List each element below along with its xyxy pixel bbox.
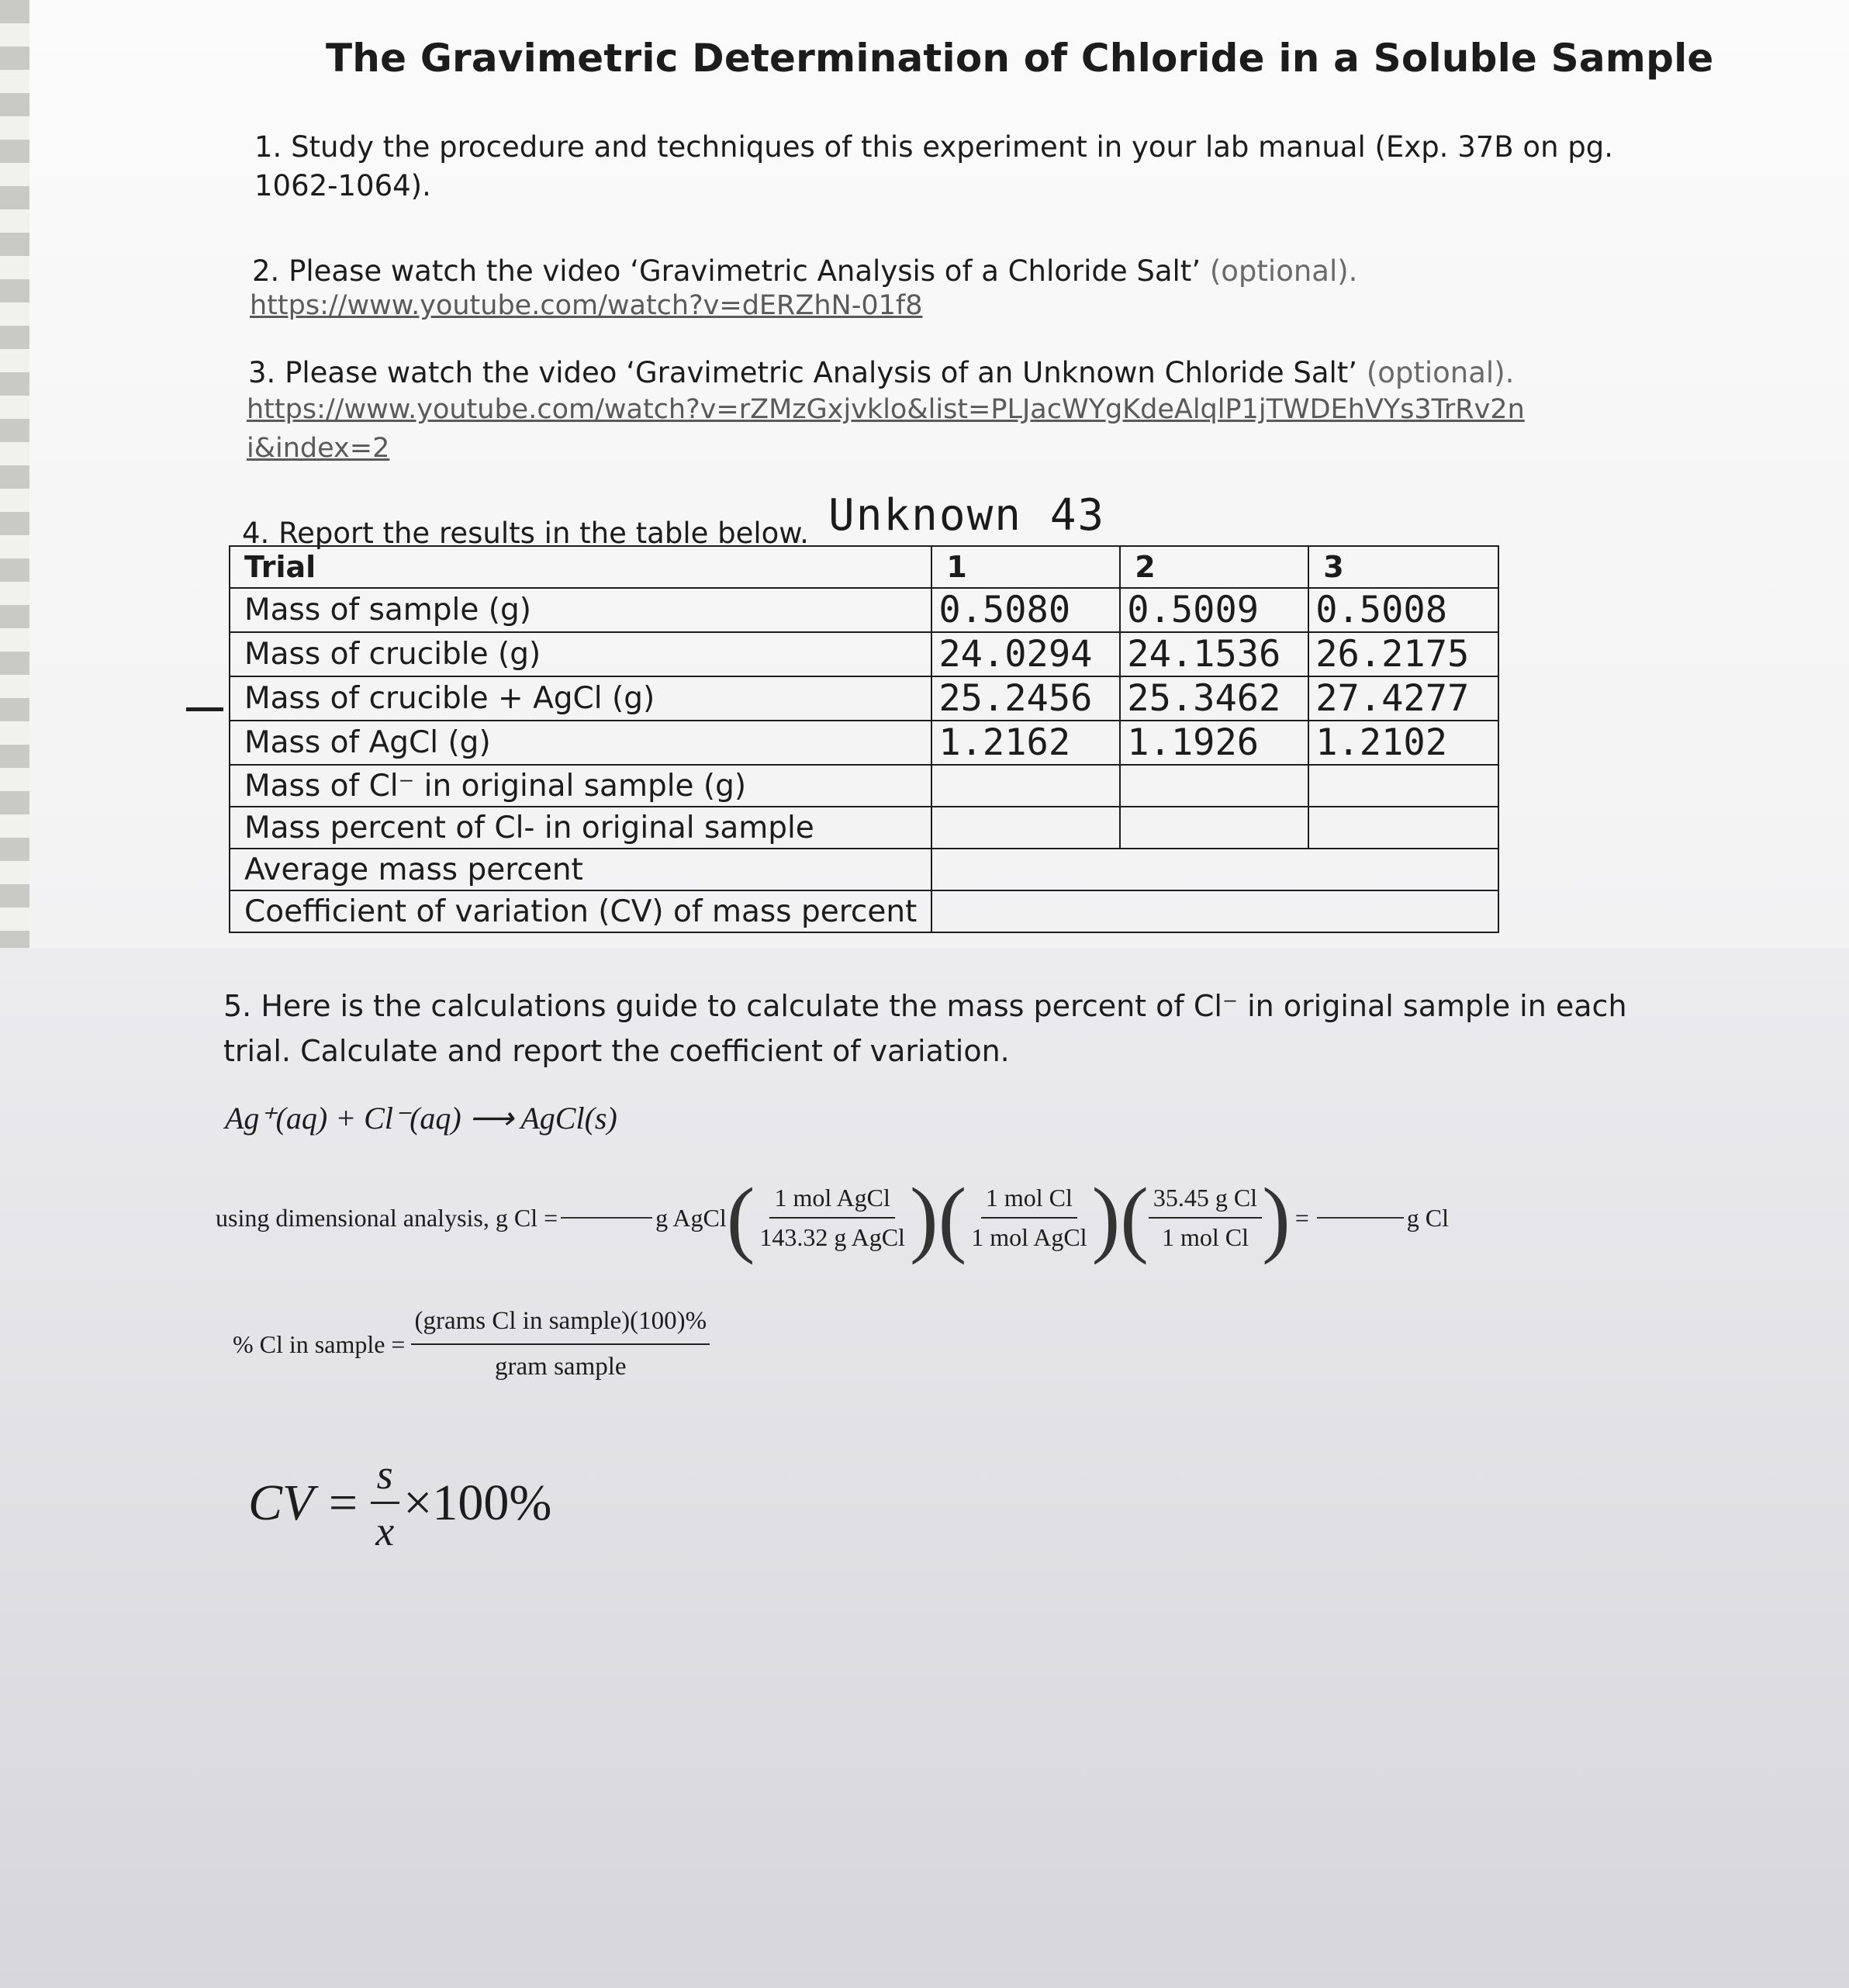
page-title: The Gravimetric Determination of Chloride in a Soluble Sample — [326, 36, 1714, 81]
cell-mass-cl-3 — [1308, 765, 1498, 807]
cell-mass-sample-3: 0.5008 — [1308, 588, 1498, 632]
step-5-line-2: trial. Calculate and report the coefficient of variation. — [223, 1034, 1010, 1068]
cell-mass-crucible-3: 26.2175 — [1308, 632, 1498, 676]
row-label: Average mass percent — [230, 849, 931, 890]
cell-mass-sample-2: 0.5009 — [1120, 588, 1308, 632]
header-trial-1: 1 — [931, 546, 1120, 588]
step-2-text: 2. Please watch the video ‘Gravimetric Analysis of a Chloride Salt’ — [252, 254, 1210, 288]
step-5-line-1: 5. Here is the calculations guide to calculate the mass percent of Cl⁻ in original sample in each — [223, 989, 1627, 1023]
cell-mass-sample-1: 0.5080 — [931, 588, 1120, 632]
cv-formula-fraction: $\frac{s}{x}$ — [369, 1450, 400, 1555]
step-1-line-1: 1. Study the procedure and techniques of this experiment in your lab manual (Exp. 37B on pg. — [254, 130, 1614, 164]
percent-chloride-formula — [233, 1307, 710, 1381]
step-3 — [248, 354, 1514, 392]
row-label: Mass of crucible + AgCl (g) — [230, 676, 931, 721]
cv-formula-rhs: ×100% — [403, 1474, 552, 1531]
handwritten-unknown-label: Unknown 43 — [828, 490, 1106, 541]
row-label: Mass of AgCl (g) — [230, 721, 931, 765]
percent-formula-fraction: $\frac{\text{(grams Cl in sample)(100)\%}}{\text{gram sample}}$ — [411, 1307, 710, 1381]
header-trial-3: 3 — [1308, 546, 1498, 588]
row-mass-crucible-agcl — [230, 676, 1498, 721]
fraction-molar-mass-agcl: $\frac{\text{1 mol AgCl}}{\text{143.32 g AgCl}}$ — [759, 1184, 905, 1251]
cell-mass-cl-1 — [931, 765, 1120, 807]
fraction-mole-ratio: $\frac{\text{1 mol Cl}}{\text{1 mol AgCl}}$ — [971, 1184, 1087, 1251]
cell-mass-agcl-1: 1.2162 — [931, 721, 1120, 765]
cell-mass-crucible-agcl-1: 25.2456 — [931, 676, 1120, 721]
step-4-text: 4. Report the results in the table below. — [242, 517, 809, 550]
video-link-1[interactable]: https://www.youtube.com/watch?v=dERZhN-01f8 — [250, 290, 923, 321]
row-mass-crucible — [230, 632, 1498, 676]
cell-mass-cl-2 — [1120, 765, 1308, 807]
row-mass-sample — [230, 588, 1498, 632]
unit-g-cl: g Cl — [1406, 1203, 1449, 1232]
cell-mass-crucible-agcl-2: 25.3462 — [1120, 676, 1308, 721]
cv-formula — [248, 1450, 551, 1555]
row-mass-agcl — [230, 721, 1498, 765]
dimensional-analysis-equation: using dimensional analysis, g Cl = g AgCl ( $\frac{\text{1 mol AgCl}}{\text{143.32 g AgCl}}$ )( $\frac{\text{1 mol Cl}}{\text{1 mol AgCl}}$ )( $\frac{\text{35.45 g Cl}}{\text{1 mol Cl}}$ ) = g Cl — [216, 1170, 1449, 1265]
header-trial: Trial — [230, 546, 931, 588]
cell-mass-percent-3 — [1308, 807, 1498, 849]
unit-g-agcl: g AgCl — [655, 1203, 727, 1232]
video-link-2[interactable] — [247, 394, 1525, 464]
table-header-row — [230, 546, 1498, 588]
video-link-2-line-2: i&index=2 — [247, 433, 390, 464]
row-mass-cl — [230, 765, 1498, 807]
cell-cv — [931, 890, 1498, 932]
row-average — [230, 849, 1498, 890]
video-link-2-line-1: https://www.youtube.com/watch?v=rZMzGxjvklo&list=PLJacWYgKdeAlqlP1jTWDEhVYs3TrRv2n — [247, 394, 1525, 425]
row-label: Coefficient of variation (CV) of mass percent — [230, 890, 931, 932]
percent-formula-lhs: % Cl in sample = — [233, 1329, 406, 1358]
row-label: Mass of sample (g) — [230, 588, 931, 632]
cell-mass-crucible-agcl-3: 27.4277 — [1308, 676, 1498, 721]
cell-mass-crucible-2: 24.1536 — [1120, 632, 1308, 676]
step-1-line-2: 1062-1064). — [254, 169, 431, 202]
row-label: Mass percent of Cl- in original sample — [230, 807, 931, 849]
answer-blank-cl — [1317, 1217, 1404, 1219]
row-label: Mass of crucible (g) — [230, 632, 931, 676]
row-mass-percent — [230, 807, 1498, 849]
step-3-text: 3. Please watch the video ‘Gravimetric Analysis of an Unknown Chloride Salt’ — [248, 356, 1367, 389]
step-1 — [254, 128, 1613, 206]
cell-mass-percent-1 — [931, 807, 1120, 849]
cell-mass-agcl-2: 1.1926 — [1120, 721, 1308, 765]
margin-dash-mark — [186, 707, 223, 711]
step-3-optional: (optional). — [1366, 356, 1515, 389]
cell-mass-agcl-3: 1.2102 — [1308, 721, 1498, 765]
fraction-molar-mass-cl: $\frac{\text{35.45 g Cl}}{\text{1 mol Cl}}$ — [1149, 1184, 1262, 1252]
results-table — [229, 545, 1499, 933]
step-2-optional: (optional). — [1209, 254, 1358, 288]
reaction-equation: Ag⁺(aq) + Cl⁻(aq) ⟶ AgCl(s) — [225, 1101, 617, 1136]
cell-average — [931, 849, 1498, 890]
answer-blank-agcl — [561, 1217, 652, 1219]
step-5 — [223, 984, 1627, 1074]
dimensional-lead: using dimensional analysis, g Cl = — [216, 1203, 558, 1232]
cv-formula-lhs: CV = — [248, 1474, 361, 1531]
cell-mass-percent-2 — [1120, 807, 1308, 849]
row-label: Mass of Cl⁻ in original sample (g) — [230, 765, 931, 807]
header-trial-2: 2 — [1120, 546, 1308, 588]
step-2 — [252, 252, 1357, 291]
binder-edge — [0, 0, 31, 954]
cell-mass-crucible-1: 24.0294 — [931, 632, 1120, 676]
row-cv — [230, 890, 1498, 932]
